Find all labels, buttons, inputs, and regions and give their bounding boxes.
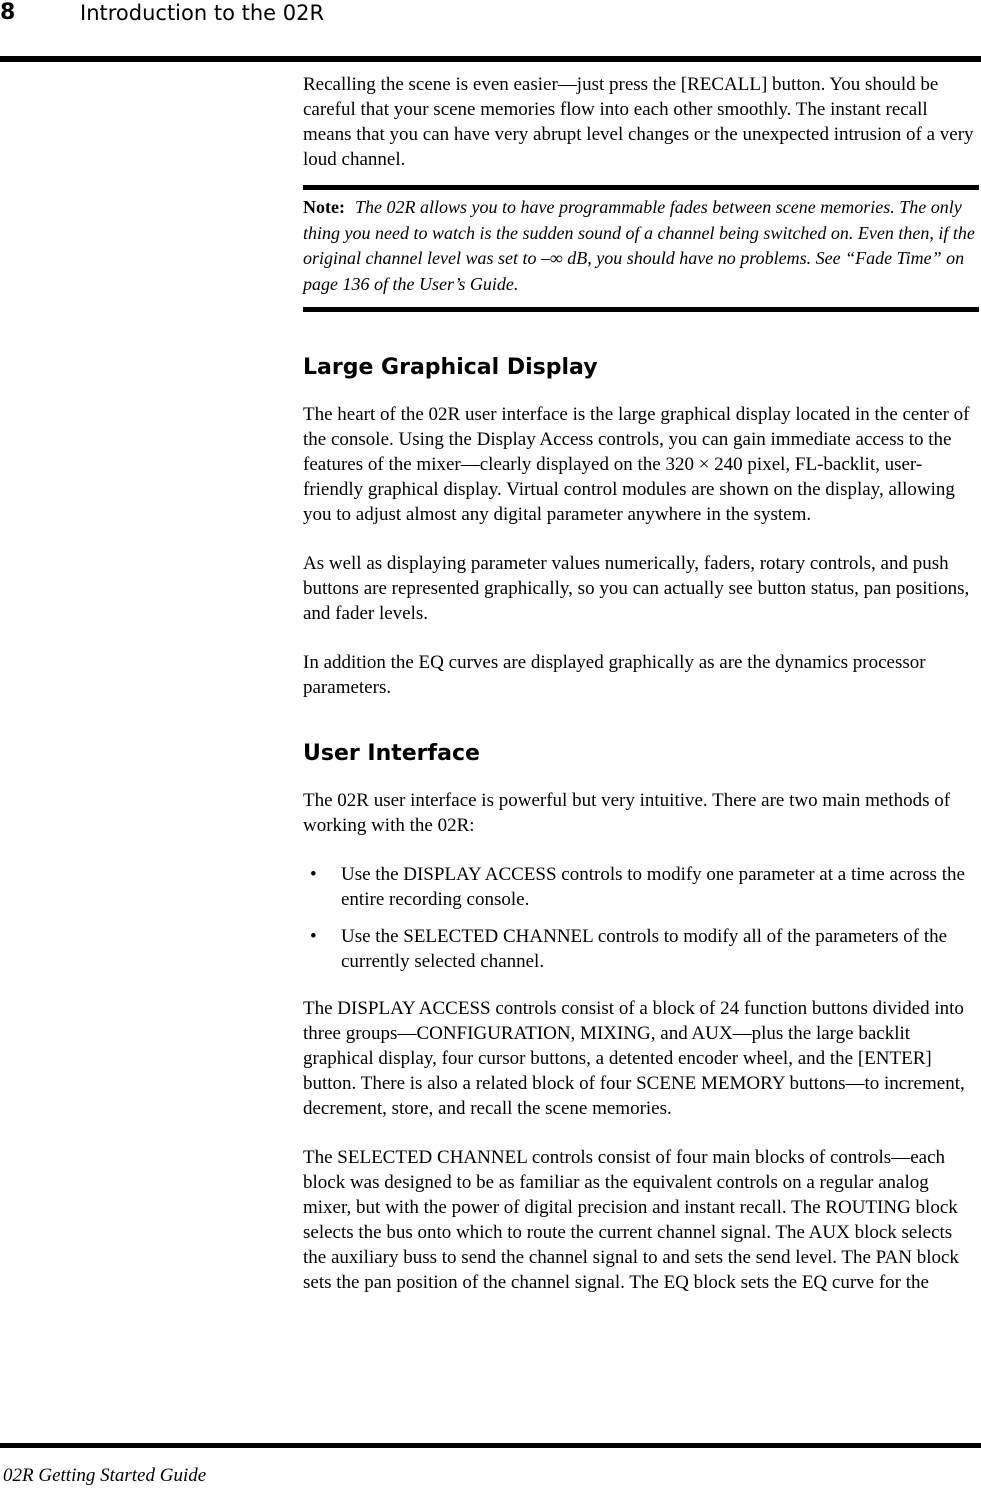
page-number: 8 bbox=[0, 0, 16, 25]
page-header bbox=[0, 0, 981, 40]
intro-paragraph: Recalling the scene is even easier—just press the [RECALL] button. You should be careful that your scene memories flow into each other smoothly. The instant recall means that you can have very abrupt level changes or the unexpected intrusion of a very loud channel. bbox=[303, 74, 974, 170]
chapter-title: Introduction to the 02R bbox=[80, 1, 325, 25]
section-heading-user-interface: User Interface bbox=[303, 741, 480, 766]
bullet-glyph: • bbox=[310, 926, 317, 947]
main-content bbox=[303, 72, 979, 1319]
bullet-glyph: • bbox=[310, 864, 317, 885]
note-paragraph bbox=[303, 195, 979, 297]
footer-rule bbox=[0, 1443, 981, 1448]
note-label: Note: bbox=[303, 197, 345, 217]
display-paragraph-1: The heart of the 02R user interface is the large graphical display located in the center of the console. Using the Display Access controls, you can gain immediate access to the features of the mixer—clearly displayed on the 320 × 240 pixel, FL-backlit, user-friendly graphical display. Virtual control modules are shown on the display, allowing you to adjust almost any digital parameter anywhere in the system. bbox=[303, 404, 970, 525]
display-paragraph-2: As well as displaying parameter values numerically, faders, rotary controls, and push buttons are represented graphically, so you can actually see button status, pan positions, and fader levels. bbox=[303, 553, 970, 624]
display-paragraph-3: In addition the EQ curves are displayed graphically as are the dynamics processor parameters. bbox=[303, 652, 926, 698]
page-footer: 02R Getting Started Guide bbox=[3, 1465, 207, 1486]
display-access-paragraph: The DISPLAY ACCESS controls consist of a block of 24 function buttons divided into three groups—CONFIGURATION, MIXING, and AUX—plus the large backlit graphical display, four cursor buttons, a detented encoder wheel, and the [ENTER] button. There is also a related block of four SCENE MEMORY buttons—to increment, decrement, store, and recall the scene memories. bbox=[303, 998, 965, 1119]
note-box bbox=[303, 185, 979, 312]
methods-list bbox=[303, 862, 979, 974]
selected-channel-paragraph: The SELECTED CHANNEL controls consist of four main blocks of controls—each block was designed to be as familiar as the equivalent controls on a regular analog mixer, but with the power of digital precision and instant recall. The ROUTING block selects the bus onto which to route the current channel signal. The AUX block selects the auxiliary buss to send the channel signal to and sets the send level. The PAN block sets the pan position of the channel signal. The EQ block sets the EQ curve for the bbox=[303, 1147, 959, 1293]
list-item-text: Use the DISPLAY ACCESS controls to modify one parameter at a time across the entire recording console. bbox=[341, 864, 965, 910]
note-text: The 02R allows you to have programmable fades between scene memories. The only thing you need to watch is the sudden sound of a channel being switched on. Even then, if the original channel level was set to –∞ dB, you should have no problems. See “Fade Time” on page 136 of the User’s Guide. bbox=[303, 197, 975, 294]
section-heading-display: Large Graphical Display bbox=[303, 355, 598, 380]
list-item bbox=[303, 924, 979, 974]
list-item-text: Use the SELECTED CHANNEL controls to modify all of the parameters of the currently selected channel. bbox=[341, 926, 948, 972]
ui-intro-paragraph: The 02R user interface is powerful but very intuitive. There are two main methods of working with the 02R: bbox=[303, 790, 951, 836]
header-rule bbox=[0, 56, 981, 62]
list-item bbox=[303, 862, 979, 912]
